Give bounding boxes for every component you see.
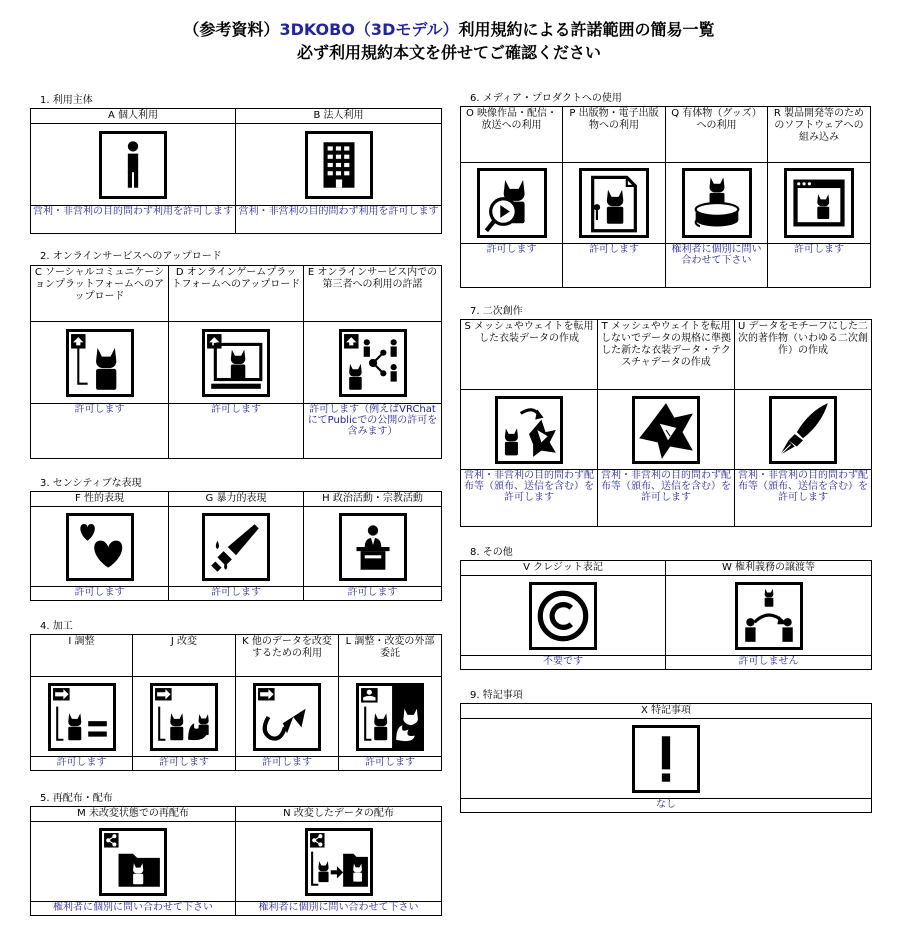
item-b-label: B 法人利用	[236, 109, 442, 124]
item-s-result: 営利・非営利の目的問わず配布等（頒布、送信を含む）を許可します	[461, 470, 598, 527]
item-x-result: なし	[461, 799, 872, 813]
item-s-label: S メッシュやウェイトを転用した衣装データの作成	[461, 320, 598, 390]
section-7-table	[460, 319, 872, 527]
item-m-result: 権利者に個別に問い合わせて下さい	[31, 902, 236, 916]
section-9-title: 9. 特記事項	[470, 690, 523, 701]
item-f-label: F 性的表現	[31, 492, 169, 507]
item-u-result: 営利・非営利の目的問わず配布等（頒布、送信を含む）を許可します	[735, 470, 872, 527]
section-4-table	[30, 634, 442, 771]
item-j-result: 許可します	[133, 757, 236, 771]
item-i-result: 許可します	[31, 757, 133, 771]
section-8-title: 8. その他	[470, 547, 513, 558]
item-c-label: C ソーシャルコミュニケーションプラットフォームへのアップロード	[31, 266, 169, 322]
adjust-icon	[48, 683, 116, 751]
item-v-label: V クレジット表記	[461, 561, 666, 576]
knife-icon	[202, 513, 270, 581]
item-x-label: X 特記事項	[461, 704, 872, 719]
item-e-result: 許可します（例えばVRChatにてPublicでの公開の許可を含みます）	[304, 404, 442, 459]
item-r-label: R 製品開発等のためのソフトウェアへの組み込み	[768, 107, 871, 163]
costume-new-icon	[632, 396, 700, 464]
item-g-label: G 暴力的表現	[169, 492, 304, 507]
item-n-label: N 改変したデータの配布	[236, 807, 442, 822]
item-o-label: O 映像作品・配信・放送への利用	[461, 107, 563, 163]
item-c-result: 許可します	[31, 404, 169, 459]
item-k-label: K 他のデータを改変するための利用	[236, 635, 339, 677]
document-title-line2: 必ず利用規約本文を併せてご確認ください	[296, 43, 601, 62]
section-2-table	[30, 265, 442, 459]
upload-avatar-icon	[66, 329, 134, 397]
person-icon	[99, 131, 167, 199]
exclamation-icon	[632, 725, 700, 793]
item-o-result: 許可します	[461, 244, 563, 288]
section-8-table	[460, 560, 872, 670]
item-h-label: H 政治活動・宗教活動	[304, 492, 442, 507]
section-3-table	[30, 491, 442, 601]
section-9-table	[460, 703, 872, 813]
section-5-title: 5. 再配布・配布	[40, 793, 113, 804]
section-2-title: 2. オンラインサービスへのアップロード	[40, 251, 222, 262]
item-q-label: Q 有体物（グッズ）への利用	[666, 107, 768, 163]
item-v-result: 不要です	[461, 656, 666, 670]
item-g-result: 許可します	[169, 587, 304, 601]
reuse-icon	[253, 683, 321, 751]
item-b-result: 営利・非営利の目的問わず利用を許可します	[236, 206, 442, 234]
item-q-result: 権利者に個別に問い合わせて下さい	[666, 244, 768, 288]
section-7-title: 7. 二次創作	[470, 306, 523, 317]
distribute-modified-icon	[305, 828, 373, 896]
item-k-result: 許可します	[236, 757, 339, 771]
item-a-result: 営利・非営利の目的問わず利用を許可します	[31, 206, 236, 234]
section-6-title: 6. メディア・プロダクトへの使用	[470, 93, 622, 104]
item-p-label: P 出版物・電子出版物への利用	[563, 107, 666, 163]
section-1-title: 1. 利用主体	[40, 95, 93, 106]
section-5-table	[30, 806, 442, 916]
item-f-result: 許可します	[31, 587, 169, 601]
item-d-result: 許可します	[169, 404, 304, 459]
item-w-result: 許可しません	[666, 656, 872, 670]
item-w-label: W 権利義務の譲渡等	[666, 561, 872, 576]
item-j-label: J 改変	[133, 635, 236, 677]
section-1-table	[30, 108, 442, 234]
modify-icon	[150, 683, 218, 751]
item-t-result: 営利・非営利の目的問わず配布等（頒布、送信を含む）を許可します	[598, 470, 735, 527]
redistribute-icon	[99, 828, 167, 896]
software-icon	[784, 168, 854, 238]
goods-icon	[682, 168, 752, 238]
section-4-title: 4. 加工	[40, 621, 73, 632]
section-6-table	[460, 106, 871, 288]
podium-icon	[339, 513, 407, 581]
item-u-label: U データをモチーフにした二次的著作物（いわゆる二次創作）の作成	[735, 320, 872, 390]
item-e-label: E オンラインサービス内での第三者への利用の許諾	[304, 266, 442, 322]
pen-icon	[769, 396, 837, 464]
share-users-icon	[339, 329, 407, 397]
item-l-result: 許可します	[339, 757, 442, 771]
item-i-label: I 調整	[31, 635, 133, 677]
upload-monitor-icon	[202, 329, 270, 397]
video-icon	[477, 168, 547, 238]
item-h-result: 許可します	[304, 587, 442, 601]
outsource-icon	[356, 683, 424, 751]
document-title-line1: （参考資料）3DKOBO（3Dモデル）利用規約による許諾範囲の簡易一覧	[183, 20, 715, 39]
copyright-icon	[529, 582, 597, 650]
item-n-result: 権利者に個別に問い合わせて下さい	[236, 902, 442, 916]
item-r-result: 許可します	[768, 244, 871, 288]
publication-icon	[579, 168, 649, 238]
item-d-label: D オンラインゲームプラットフォームへのアップロード	[169, 266, 304, 322]
section-3-title: 3. センシティブな表現	[40, 478, 142, 489]
item-m-label: M 未改変状態での再配布	[31, 807, 236, 822]
item-l-label: L 調整・改変の外部委託	[339, 635, 442, 677]
costume-convert-icon	[495, 396, 563, 464]
item-a-label: A 個人利用	[31, 109, 236, 124]
hearts-icon	[66, 513, 134, 581]
item-p-result: 許可します	[563, 244, 666, 288]
transfer-icon	[735, 582, 803, 650]
item-t-label: T メッシュやウェイトを転用しないでデータの規格に準拠した新たな衣装データ・テクスチャデータの作成	[598, 320, 735, 390]
building-icon	[305, 131, 373, 199]
